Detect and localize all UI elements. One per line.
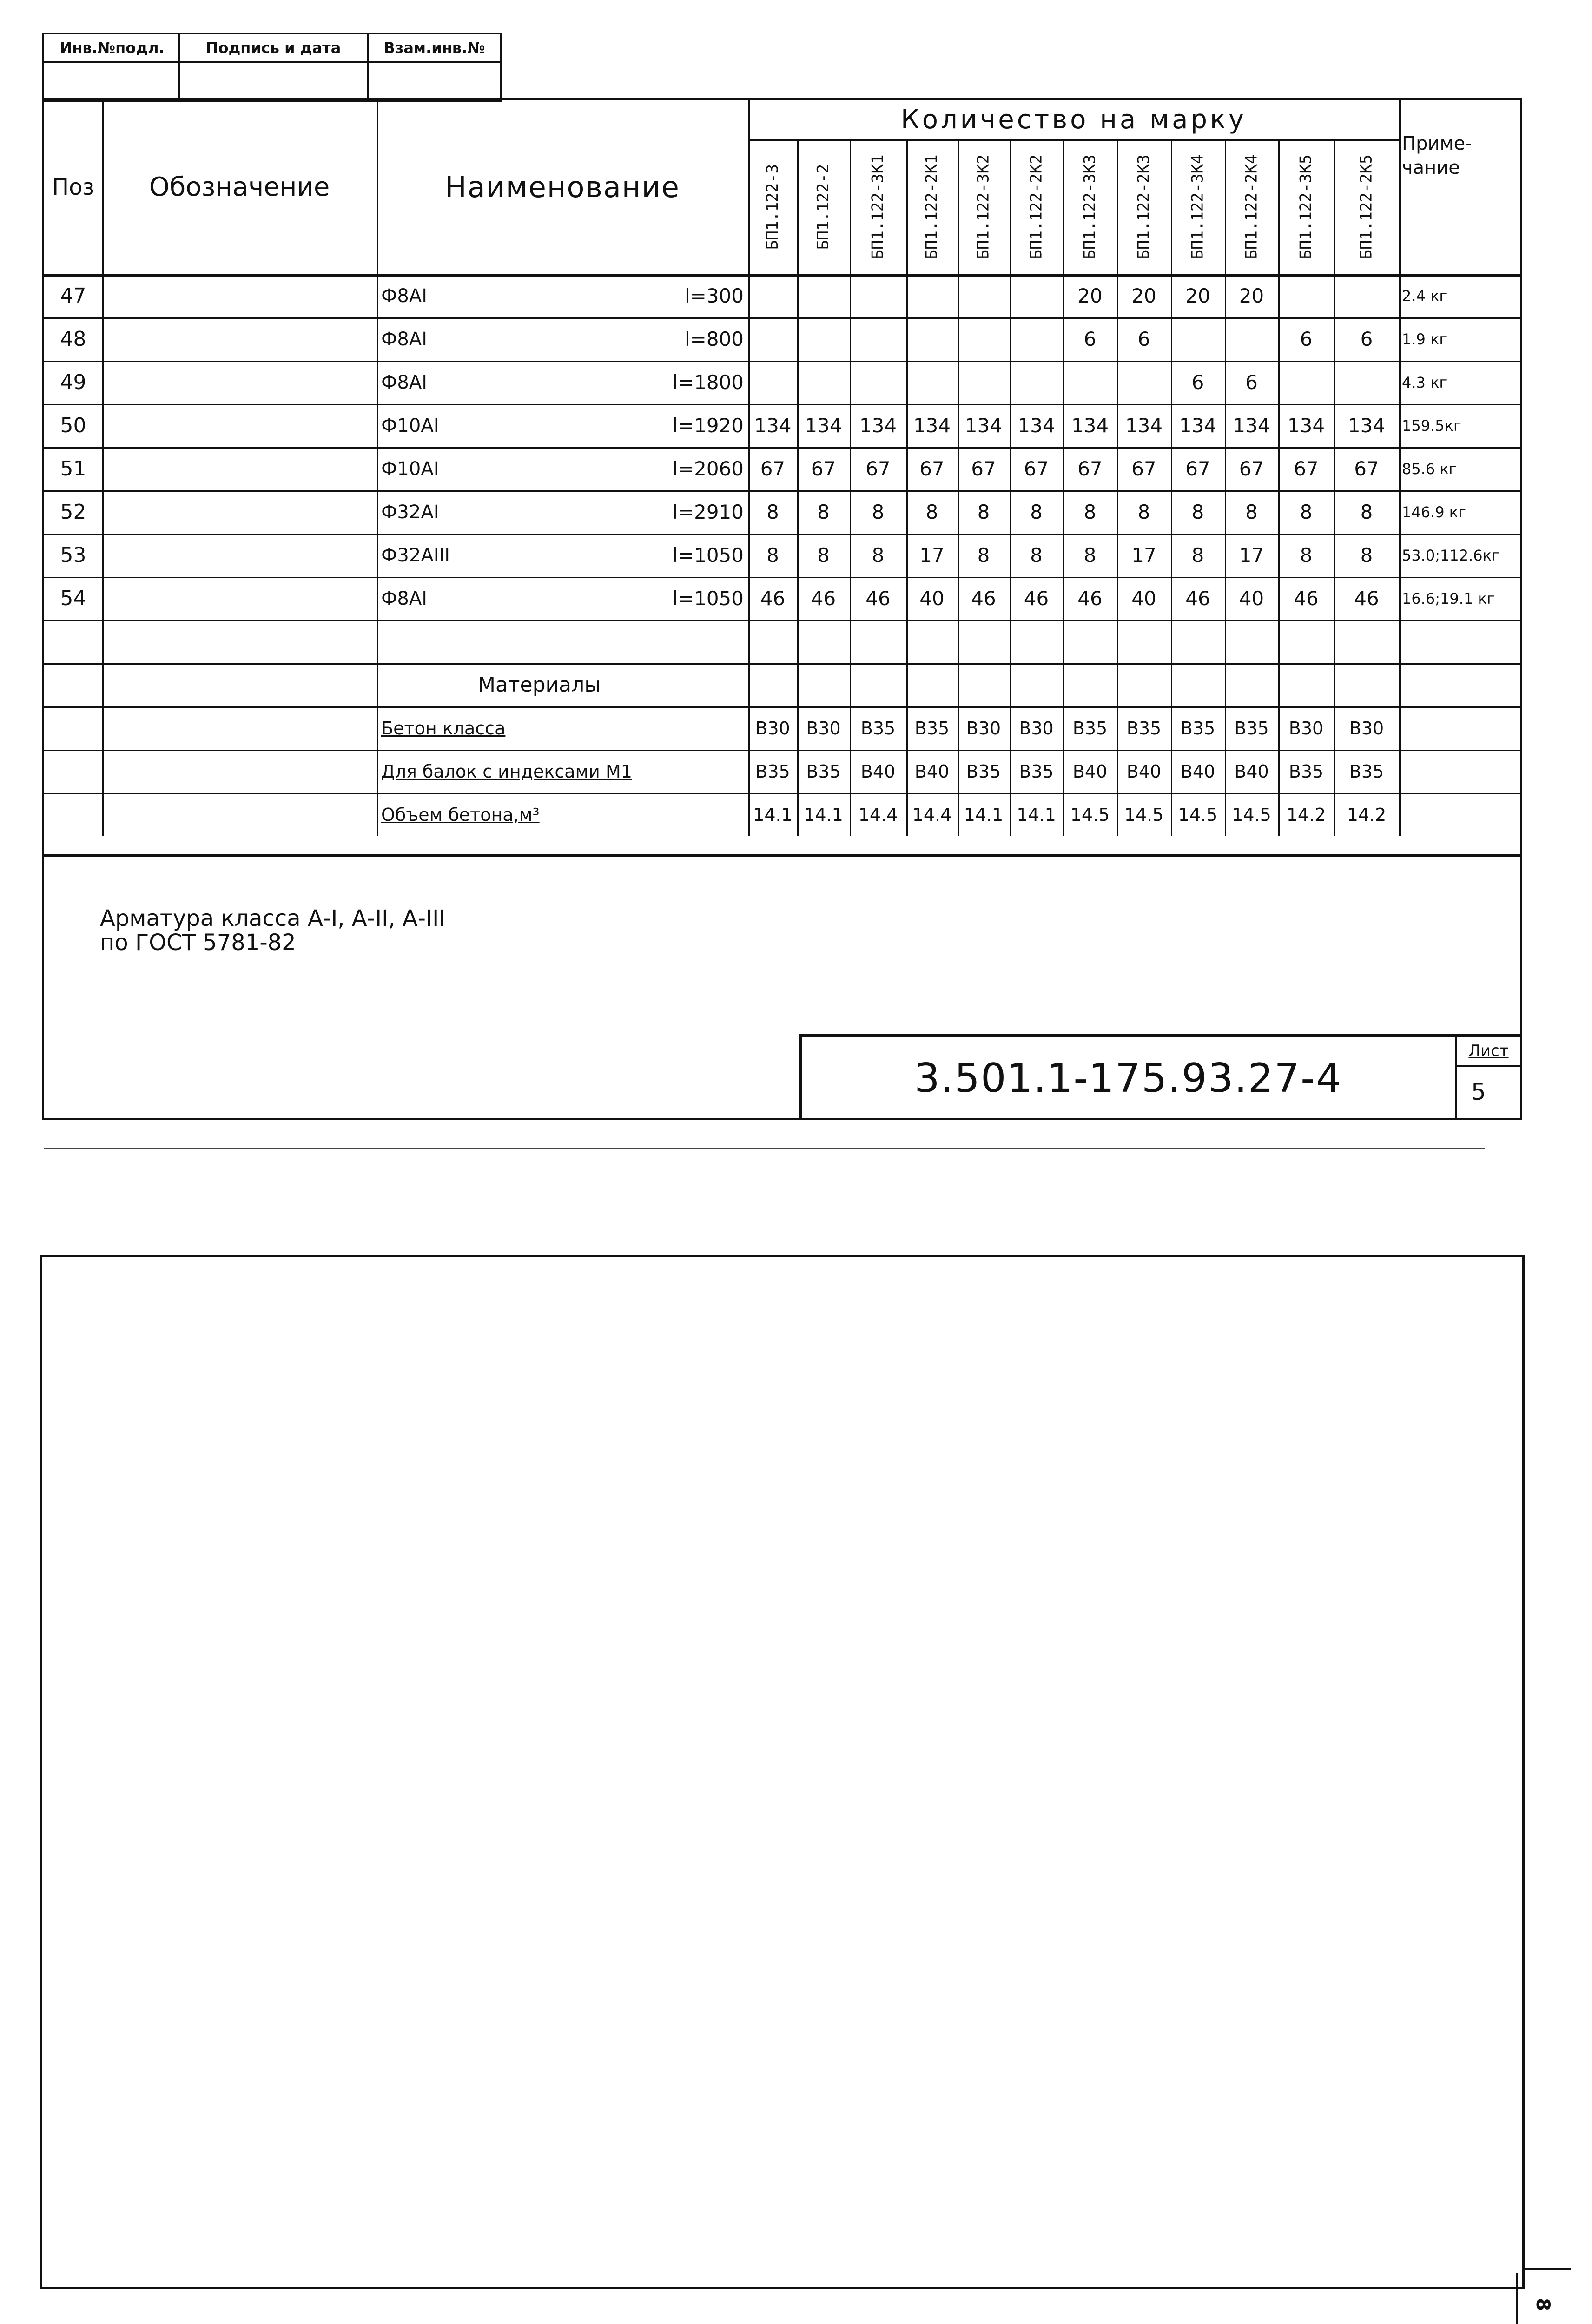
materials-row-qty: В35 <box>860 718 896 739</box>
materials-row-qty: В35 <box>1234 718 1269 739</box>
row-qty: 8 <box>1083 501 1097 523</box>
row-note: 1.9 кг <box>1402 330 1447 348</box>
sheet-label: Лист <box>1468 1042 1509 1060</box>
row-qty: 46 <box>1024 587 1049 610</box>
row-qty <box>958 274 1010 317</box>
side-tick-1 <box>1525 2268 1571 2270</box>
row-qty <box>958 317 1010 361</box>
stamp-block <box>42 33 502 102</box>
materials-row-qty: В40 <box>1234 761 1269 782</box>
row-qty <box>1010 361 1063 404</box>
header-mark-label: БП1.122-2К5 <box>1357 154 1376 259</box>
row-qty: 67 <box>1354 457 1379 480</box>
row-qty <box>850 361 906 404</box>
row-poz: 51 <box>60 457 86 481</box>
row-qty: 134 <box>913 414 951 437</box>
sheet-number: 5 <box>1471 1078 1486 1105</box>
row-poz: 47 <box>60 284 86 308</box>
row-qty: 8 <box>977 501 990 523</box>
materials-row-qty: 14.1 <box>804 804 843 825</box>
row-qty: 134 <box>1125 414 1163 437</box>
materials-row-qty: В30 <box>755 718 790 739</box>
row-poz: 49 <box>60 370 86 394</box>
header-mark <box>1063 139 1117 274</box>
row-qty: 8 <box>817 501 830 523</box>
row-qty: 8 <box>977 544 990 567</box>
materials-row-qty: 14.2 <box>1347 804 1387 825</box>
row-qty: 8 <box>1137 501 1150 523</box>
side-tick-2 <box>1516 2273 1518 2324</box>
materials-row-qty: В35 <box>914 718 950 739</box>
row-qty <box>797 317 850 361</box>
row-qty: 134 <box>1179 414 1217 437</box>
row-note: 16.6;19.1 кг <box>1402 589 1495 607</box>
row-qty <box>906 317 958 361</box>
materials-row-qty: В30 <box>806 718 841 739</box>
row-note: 146.9 кг <box>1402 503 1466 521</box>
row-qty <box>906 274 958 317</box>
row-qty: 67 <box>1294 457 1319 480</box>
row-qty: 8 <box>925 501 938 523</box>
header-mark <box>1117 139 1171 274</box>
materials-row-qty: В40 <box>1126 761 1162 782</box>
row-name: Ф8АI <box>381 588 428 609</box>
header-mark-label: БП1.122-3К3 <box>1081 154 1100 259</box>
header-mark <box>748 139 797 274</box>
row-qty: 40 <box>1131 587 1156 610</box>
materials-row-qty: 14.5 <box>1124 804 1164 825</box>
row-qty: 67 <box>1131 457 1156 480</box>
row-qty <box>1010 317 1063 361</box>
row-qty: 6 <box>1300 328 1313 350</box>
row-qty <box>958 361 1010 404</box>
row-qty <box>1063 361 1117 404</box>
row-qty: 46 <box>760 587 786 610</box>
materials-row-qty: 14.4 <box>858 804 898 825</box>
materials-heading: Материалы <box>478 673 601 697</box>
materials-row-qty: 14.1 <box>753 804 793 825</box>
row-qty: 134 <box>964 414 1003 437</box>
row-qty <box>1278 274 1334 317</box>
row-qty <box>1117 361 1171 404</box>
header-mark-label: БП1.122-3К5 <box>1297 154 1316 259</box>
materials-row-qty: 14.5 <box>1232 804 1271 825</box>
row-name: Ф8АI <box>381 285 428 307</box>
materials-row-qty: В35 <box>1349 761 1384 782</box>
materials-row-qty: 14.1 <box>1017 804 1056 825</box>
row-length: l=1050 <box>672 544 744 567</box>
row-qty: 134 <box>1233 414 1270 437</box>
document-code: 3.501.1-175.93.27-4 <box>914 1055 1342 1102</box>
materials-row-qty: 14.4 <box>912 804 952 825</box>
row-qty <box>1334 274 1399 317</box>
row-qty: 46 <box>865 587 891 610</box>
row-qty: 46 <box>811 587 836 610</box>
row-qty: 8 <box>872 544 885 567</box>
row-length: l=300 <box>684 284 744 307</box>
table-hline <box>44 620 1520 621</box>
header-mark <box>1010 139 1063 274</box>
row-qty: 67 <box>1024 457 1049 480</box>
materials-row-qty: В35 <box>755 761 790 782</box>
table-bottom-border <box>44 854 1520 857</box>
materials-row-label: Бетон класса <box>381 718 506 739</box>
row-qty: 8 <box>817 544 830 567</box>
row-qty: 17 <box>919 544 945 567</box>
row-length: l=1800 <box>672 371 744 394</box>
row-length: l=2060 <box>672 457 744 480</box>
row-qty <box>850 317 906 361</box>
row-qty: 46 <box>1294 587 1319 610</box>
header-primechanie: Приме- чание <box>1402 133 1472 178</box>
row-qty: 134 <box>859 414 897 437</box>
page-mark: 8 <box>1532 2298 1553 2311</box>
row-qty <box>1010 274 1063 317</box>
materials-row-qty: В30 <box>1288 718 1324 739</box>
row-qty: 8 <box>1300 544 1313 567</box>
materials-row-qty: 14.5 <box>1178 804 1218 825</box>
row-qty: 8 <box>1360 544 1373 567</box>
row-length: l=800 <box>684 328 744 350</box>
materials-row-qty: В35 <box>1126 718 1162 739</box>
materials-row-qty: В35 <box>1180 718 1215 739</box>
row-qty <box>797 361 850 404</box>
header-mark-label: БП1.122-3 <box>763 164 782 250</box>
header-mark-label: БП1.122-2К4 <box>1242 154 1261 259</box>
row-qty: 46 <box>1354 587 1379 610</box>
row-qty: 134 <box>1071 414 1109 437</box>
row-qty: 67 <box>971 457 996 480</box>
row-qty: 8 <box>1030 544 1043 567</box>
materials-row-qty: В35 <box>1072 718 1108 739</box>
materials-row-qty: В35 <box>806 761 841 782</box>
header-mark-label: БП1.122-2К1 <box>923 154 942 259</box>
row-qty: 46 <box>1077 587 1103 610</box>
materials-row-qty: В35 <box>1019 761 1054 782</box>
header-poz: Поз <box>52 174 94 200</box>
header-mark-label: БП1.122-3К1 <box>869 154 888 259</box>
row-poz: 54 <box>60 587 86 610</box>
row-qty: 67 <box>919 457 945 480</box>
row-poz: 53 <box>60 543 86 567</box>
header-oboznachenie: Обозначение <box>149 172 330 202</box>
row-qty: 8 <box>1245 501 1258 523</box>
header-mark-label: БП1.122-3К2 <box>974 154 993 259</box>
table-hline <box>44 663 1520 665</box>
materials-row-qty: В40 <box>860 761 896 782</box>
row-qty: 67 <box>811 457 836 480</box>
materials-row-qty: В35 <box>966 761 1001 782</box>
row-qty <box>797 274 850 317</box>
row-poz: 48 <box>60 327 86 351</box>
header-mark <box>1171 139 1225 274</box>
row-name: Ф8АI <box>381 328 428 350</box>
row-qty: 46 <box>971 587 996 610</box>
materials-row-label: Объем бетона,м³ <box>381 804 540 825</box>
materials-row-qty: В30 <box>966 718 1001 739</box>
row-qty <box>748 361 797 404</box>
row-qty: 8 <box>766 544 779 567</box>
row-qty: 6 <box>1137 328 1150 350</box>
sheet-frame-bottom <box>40 1255 1525 2289</box>
header-mark-label: БП1.122-3К4 <box>1189 154 1208 259</box>
row-qty: 46 <box>1185 587 1210 610</box>
materials-row-qty: В30 <box>1349 718 1384 739</box>
row-qty: 20 <box>1131 284 1156 307</box>
header-mark-label: БП1.122-2 <box>814 164 833 250</box>
row-qty: 6 <box>1360 328 1373 350</box>
row-qty: 20 <box>1077 284 1103 307</box>
row-poz: 52 <box>60 500 86 524</box>
row-name: Ф8АI <box>381 371 428 393</box>
row-qty <box>1334 361 1399 404</box>
row-length: l=1920 <box>672 414 744 437</box>
header-mark <box>1334 139 1399 274</box>
row-qty: 8 <box>1300 501 1313 523</box>
row-qty: 40 <box>1239 587 1264 610</box>
row-qty <box>850 274 906 317</box>
row-qty: 8 <box>1030 501 1043 523</box>
materials-row-label: Для балок с индексами М1 <box>381 761 632 782</box>
header-mark-label: БП1.122-2К3 <box>1135 154 1154 259</box>
row-note: 2.4 кг <box>1402 287 1447 305</box>
row-qty <box>1225 317 1278 361</box>
row-qty: 20 <box>1239 284 1264 307</box>
row-qty: 134 <box>754 414 792 437</box>
header-naimenovanie: Наименование <box>445 170 680 204</box>
cut-line <box>44 1148 1485 1149</box>
row-name: Ф10АI <box>381 458 439 480</box>
row-qty: 6 <box>1191 371 1204 394</box>
materials-row-qty: В35 <box>1288 761 1324 782</box>
title-block <box>799 1034 1520 1118</box>
row-poz: 50 <box>60 414 86 437</box>
header-mark <box>1278 139 1334 274</box>
row-qty: 134 <box>1017 414 1055 437</box>
reinforcement-note <box>100 906 445 955</box>
row-length: l=1050 <box>672 587 744 610</box>
materials-row-qty: 14.1 <box>964 804 1004 825</box>
row-qty: 8 <box>872 501 885 523</box>
materials-row-qty: В40 <box>1072 761 1108 782</box>
row-qty: 20 <box>1185 284 1210 307</box>
row-qty: 17 <box>1239 544 1264 567</box>
header-mark <box>850 139 906 274</box>
specification-table <box>44 100 1520 855</box>
row-qty <box>1278 361 1334 404</box>
row-qty <box>748 317 797 361</box>
row-qty: 8 <box>1360 501 1373 523</box>
materials-row-qty: 14.2 <box>1286 804 1326 825</box>
row-qty: 67 <box>1239 457 1264 480</box>
row-qty: 8 <box>1191 501 1204 523</box>
row-qty: 134 <box>1348 414 1386 437</box>
row-qty: 134 <box>1287 414 1325 437</box>
row-qty <box>1171 317 1225 361</box>
row-qty: 8 <box>1191 544 1204 567</box>
row-note: 159.5кг <box>1402 416 1461 435</box>
materials-row-qty: В30 <box>1019 718 1054 739</box>
row-qty: 8 <box>766 501 779 523</box>
header-mark-label: БП1.122-2К2 <box>1027 154 1046 259</box>
materials-row-qty: 14.5 <box>1070 804 1110 825</box>
stamp-inv-podl: Инв.№подл. <box>59 39 165 57</box>
note-line-1: Арматура класса А-I, А-II, А-III <box>100 905 446 931</box>
row-note: 85.6 кг <box>1402 460 1457 478</box>
header-mark <box>1225 139 1278 274</box>
materials-row-qty: В40 <box>1180 761 1215 782</box>
row-note: 53.0;112.6кг <box>1402 546 1500 564</box>
header-kolichestvo: Количество на марку <box>900 105 1247 135</box>
row-qty: 40 <box>919 587 945 610</box>
row-name: Ф32АI <box>381 501 439 523</box>
row-qty: 8 <box>1083 544 1097 567</box>
row-name: Ф32АIII <box>381 544 450 566</box>
row-length: l=2910 <box>672 501 744 523</box>
row-qty: 67 <box>760 457 786 480</box>
row-qty: 17 <box>1131 544 1156 567</box>
stamp-vzam: Взам.инв.№ <box>383 39 485 57</box>
row-qty <box>906 361 958 404</box>
header-mark <box>797 139 850 274</box>
header-mark <box>906 139 958 274</box>
stamp-podpis: Подпись и дата <box>205 39 341 57</box>
row-qty: 6 <box>1083 328 1097 350</box>
row-qty: 67 <box>1077 457 1103 480</box>
note-line-2: по ГОСТ 5781-82 <box>100 930 296 956</box>
row-qty: 67 <box>1185 457 1210 480</box>
row-qty: 134 <box>805 414 842 437</box>
row-note: 4.3 кг <box>1402 373 1447 391</box>
row-qty: 67 <box>865 457 891 480</box>
row-name: Ф10АI <box>381 415 439 436</box>
header-mark <box>958 139 1010 274</box>
row-qty: 6 <box>1245 371 1258 394</box>
materials-row-qty: В40 <box>914 761 950 782</box>
row-qty <box>748 274 797 317</box>
